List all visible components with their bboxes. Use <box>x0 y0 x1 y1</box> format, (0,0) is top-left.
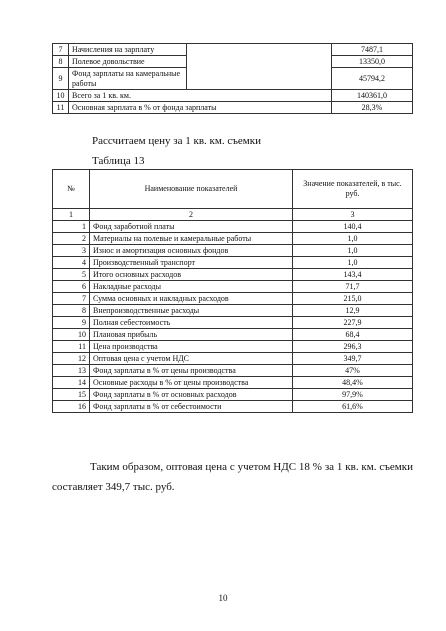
calc-heading: Рассчитаем цену за 1 кв. км. съемки <box>92 135 262 147</box>
row-name: Накладные расходы <box>90 281 293 293</box>
col-number: 2 <box>90 209 293 221</box>
row-number: 9 <box>53 317 90 329</box>
row-value: 143,4 <box>293 269 413 281</box>
row-number: 10 <box>53 90 69 102</box>
row-name: Оптовая цена с учетом НДС <box>90 353 293 365</box>
header-value: Значение показателей, в тыс. руб. <box>293 170 413 209</box>
row-value: 1,0 <box>293 233 413 245</box>
row-value: 7487,1 <box>332 44 413 56</box>
table-row <box>53 90 413 102</box>
row-value: 68,4 <box>293 329 413 341</box>
row-value: 45794,2 <box>332 68 413 90</box>
page-number: 10 <box>218 593 228 603</box>
row-name: Всего за 1 кв. км. <box>69 90 332 102</box>
conclusion-paragraph <box>52 457 413 497</box>
row-value: 71,7 <box>293 281 413 293</box>
row-name: Полевое довольствие <box>69 56 187 68</box>
empty-cell <box>187 44 332 90</box>
row-name: Фонд зарплаты на камеральные работы <box>69 68 187 90</box>
row-name: Фонд зарплаты в % от основных расходов <box>90 389 293 401</box>
row-value: 227,9 <box>293 317 413 329</box>
row-value: 28,3% <box>332 102 413 114</box>
table-row <box>53 377 413 389</box>
row-number: 16 <box>53 401 90 413</box>
row-number: 10 <box>53 329 90 341</box>
table-row <box>53 44 413 56</box>
row-value: 61,6% <box>293 401 413 413</box>
row-name: Фонд зарплаты в % от цены производства <box>90 365 293 377</box>
row-number: 3 <box>53 245 90 257</box>
row-value: 1,0 <box>293 257 413 269</box>
row-name: Плановая прибыль <box>90 329 293 341</box>
table-row <box>53 401 413 413</box>
row-name: Основная зарплата в % от фонда зарплаты <box>69 102 332 114</box>
row-name: Полная себестоимость <box>90 317 293 329</box>
row-number: 7 <box>53 293 90 305</box>
row-value: 1,0 <box>293 245 413 257</box>
row-name: Фонд зарплаты в % от себестоимости <box>90 401 293 413</box>
table-row <box>53 293 413 305</box>
top-table <box>52 43 413 114</box>
row-number: 12 <box>53 353 90 365</box>
row-number: 8 <box>53 56 69 68</box>
row-number: 1 <box>53 221 90 233</box>
table-13 <box>52 169 413 413</box>
table-row <box>53 329 413 341</box>
table-row <box>53 221 413 233</box>
row-number: 7 <box>53 44 69 56</box>
table-row <box>53 305 413 317</box>
row-name: Сумма основных и накладных расходов <box>90 293 293 305</box>
row-name: Фонд заработной платы <box>90 221 293 233</box>
row-value: 140361,0 <box>332 90 413 102</box>
table-row <box>53 269 413 281</box>
row-name: Начисления на зарплату <box>69 44 187 56</box>
row-value: 12,9 <box>293 305 413 317</box>
table-row <box>53 257 413 269</box>
col-number: 3 <box>293 209 413 221</box>
row-value: 349,7 <box>293 353 413 365</box>
row-value: 13350,0 <box>332 56 413 68</box>
row-number: 13 <box>53 365 90 377</box>
row-name: Внепроизводственные расходы <box>90 305 293 317</box>
row-name: Износ и амортизация основных фондов <box>90 245 293 257</box>
conclusion-text: Таким образом, оптовая цена с учетом НДС 18 % за 1 кв. км. съемки составляет 349,7 тыс. руб. <box>52 461 413 493</box>
row-name: Производственный транспорт <box>90 257 293 269</box>
row-number: 9 <box>53 68 69 90</box>
table-row <box>53 233 413 245</box>
row-number: 14 <box>53 377 90 389</box>
row-value: 47% <box>293 365 413 377</box>
row-number: 11 <box>53 102 69 114</box>
table-label: Таблица 13 <box>92 155 145 167</box>
table-row <box>53 341 413 353</box>
table-row <box>53 389 413 401</box>
row-name: Итого основных расходов <box>90 269 293 281</box>
header-name: Наименование показателей <box>90 170 293 209</box>
table-row <box>53 353 413 365</box>
table-row <box>53 281 413 293</box>
header-num: № <box>53 170 90 209</box>
row-number: 6 <box>53 281 90 293</box>
table-row <box>53 317 413 329</box>
row-number: 15 <box>53 389 90 401</box>
row-number: 4 <box>53 257 90 269</box>
row-number: 2 <box>53 233 90 245</box>
row-name: Основные расходы в % от цены производства <box>90 377 293 389</box>
table-row <box>53 365 413 377</box>
row-value: 140,4 <box>293 221 413 233</box>
row-number: 11 <box>53 341 90 353</box>
col-number: 1 <box>53 209 90 221</box>
table-row <box>53 102 413 114</box>
row-number: 5 <box>53 269 90 281</box>
table-13-body <box>53 221 413 413</box>
table-row <box>53 245 413 257</box>
row-value: 296,3 <box>293 341 413 353</box>
row-value: 215,0 <box>293 293 413 305</box>
row-name: Цена производства <box>90 341 293 353</box>
row-value: 48,4% <box>293 377 413 389</box>
column-number-row <box>53 209 413 221</box>
row-value: 97,9% <box>293 389 413 401</box>
row-name: Материалы на полевые и камеральные работы <box>90 233 293 245</box>
row-number: 8 <box>53 305 90 317</box>
table-header-row <box>53 170 413 209</box>
